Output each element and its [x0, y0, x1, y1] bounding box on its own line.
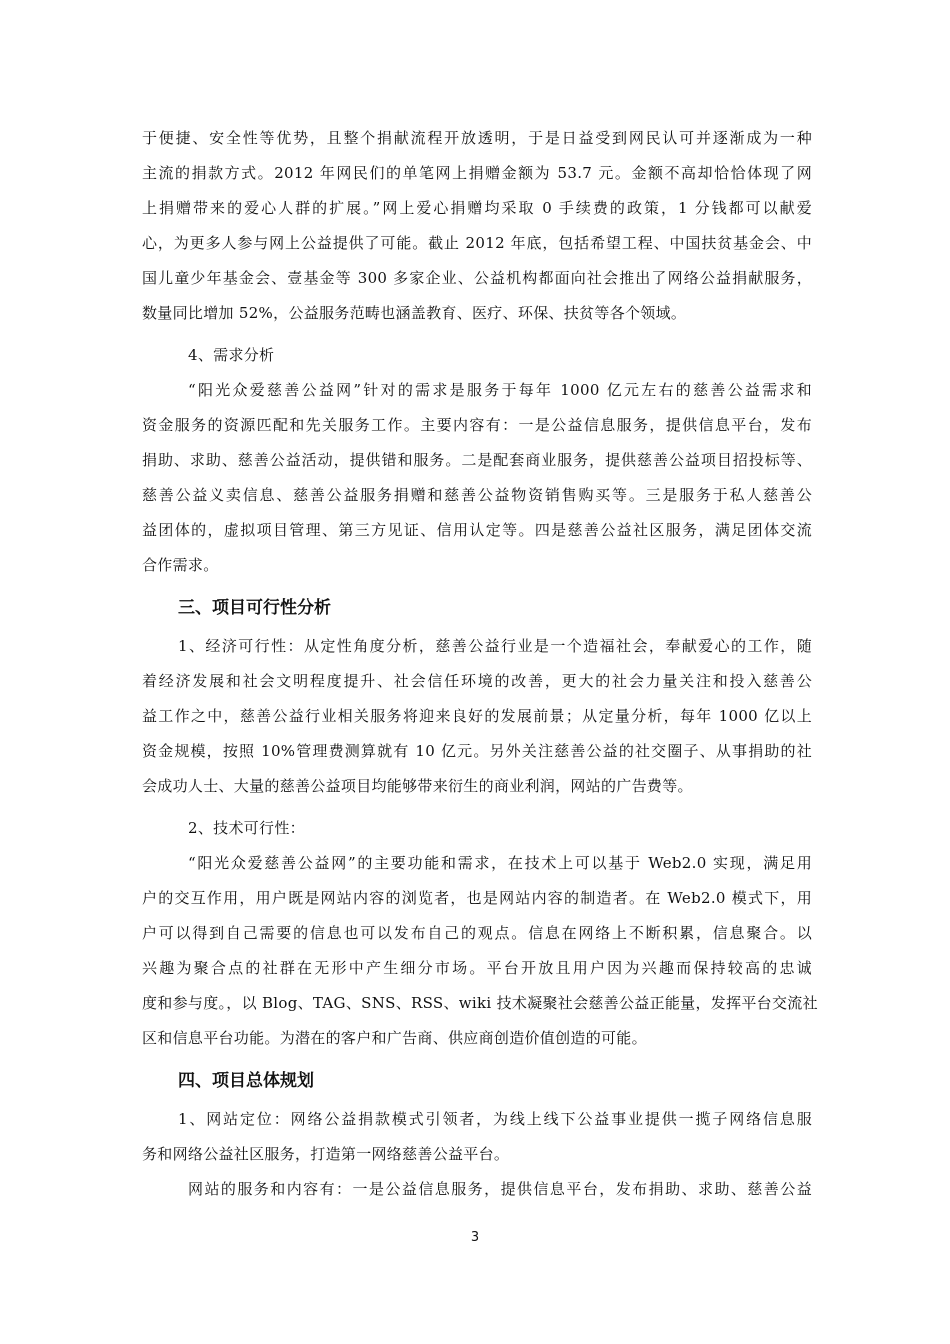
paragraph-line: 益团体的，虚拟项目管理、第三方见证、信用认定等。四是慈善公益社区服务，满足团体交流: [142, 521, 812, 539]
section-heading: 三、项目可行性分析: [178, 598, 331, 618]
paragraph-line: 数量同比增加 52%，公益服务范畴也涵盖教育、医疗、环保、扶贫等各个领域。: [142, 304, 687, 322]
paragraph-line: 兴趣为聚合点的社群在无形中产生细分市场。平台开放且用户因为兴趣而保持较高的忠诚: [142, 959, 812, 977]
item-heading: 4、需求分析: [188, 346, 275, 364]
page-number: 3: [470, 1230, 480, 1245]
paragraph-line: 资金服务的资源匹配和先关服务工作。主要内容有：一是公益信息服务，提供信息平台，发布: [142, 416, 812, 434]
paragraph-line: 慈善公益义卖信息、慈善公益服务捐赠和慈善公益物资销售购买等。三是服务于私人慈善公: [142, 486, 812, 504]
paragraph-line: 资金规模，按照 10%管理费测算就有 10 亿元。另外关注慈善公益的社交圈子、从事捐助的社: [142, 742, 812, 760]
paragraph-line: 区和信息平台功能。为潜在的客户和广告商、供应商创造价值创造的可能。: [142, 1029, 647, 1047]
paragraph-line: “阳光众爱慈善公益网”的主要功能和需求，在技术上可以基于 Web2.0 实现，满足用: [188, 854, 812, 872]
paragraph-line: 国儿童少年基金会、壹基金等 300 多家企业、公益机构都面向社会推出了网络公益捐献服务，: [142, 269, 812, 287]
paragraph-line: “阳光众爱慈善公益网”针对的需求是服务于每年 1000 亿元左右的慈善公益需求和: [188, 381, 812, 399]
paragraph-line: 1、经济可行性：从定性角度分析，慈善公益行业是一个造福社会，奉献爱心的工作，随: [178, 637, 812, 655]
paragraph-line: 户的交互作用，用户既是网站内容的浏览者，也是网站内容的制造者。在 Web2.0 模式下，用: [142, 889, 812, 907]
paragraph-line: 于便捷、安全性等优势，且整个捐献流程开放透明，于是日益受到网民认可并逐渐成为一种: [142, 129, 812, 147]
paragraph-line: 心，为更多人参与网上公益提供了可能。截止 2012 年底，包括希望工程、中国扶贫基金会、中: [142, 234, 812, 252]
paragraph-line: 度和参与度。，以 Blog、TAG、SNS、RSS、wiki 技术凝聚社会慈善公益正能量，发挥平台交流社: [142, 994, 818, 1012]
paragraph-line: 着经济发展和社会文明程度提升、社会信任环境的改善，更大的社会力量关注和投入慈善公: [142, 672, 812, 690]
paragraph-line: 捐助、求助、慈善公益活动，提供错和服务。二是配套商业服务，提供慈善公益项目招投标等、: [142, 451, 812, 469]
section-heading: 四、项目总体规划: [178, 1071, 314, 1091]
paragraph-line: 益工作之中，慈善公益行业相关服务将迎来良好的发展前景；从定量分析，每年 1000 亿以上: [142, 707, 812, 725]
paragraph-line: 务和网络公益社区服务，打造第一网络慈善公益平台。: [142, 1145, 510, 1163]
item-heading: 2、技术可行性：: [188, 819, 305, 837]
paragraph-line: 网站的服务和内容有：一是公益信息服务，提供信息平台，发布捐助、求助、慈善公益: [188, 1180, 812, 1198]
paragraph-line: 上捐赠带来的爱心人群的扩展。”网上爱心捐赠均采取 0 手续费的政策，1 分钱都可以献爱: [142, 199, 812, 217]
paragraph-line: 1、网站定位：网络公益捐款模式引领者，为线上线下公益事业提供一揽子网络信息服: [178, 1110, 812, 1128]
paragraph-line: 主流的捐款方式。2012 年网民们的单笔网上捐赠金额为 53.7 元。金额不高却恰恰体现了网: [142, 164, 812, 182]
paragraph-line: 合作需求。: [142, 556, 219, 574]
paragraph-line: 户可以得到自己需要的信息也可以发布自己的观点。信息在网络上不断积累，信息聚合。以: [142, 924, 812, 942]
paragraph-line: 会成功人士、大量的慈善公益项目均能够带来衍生的商业利润，网站的广告费等。: [142, 777, 693, 795]
